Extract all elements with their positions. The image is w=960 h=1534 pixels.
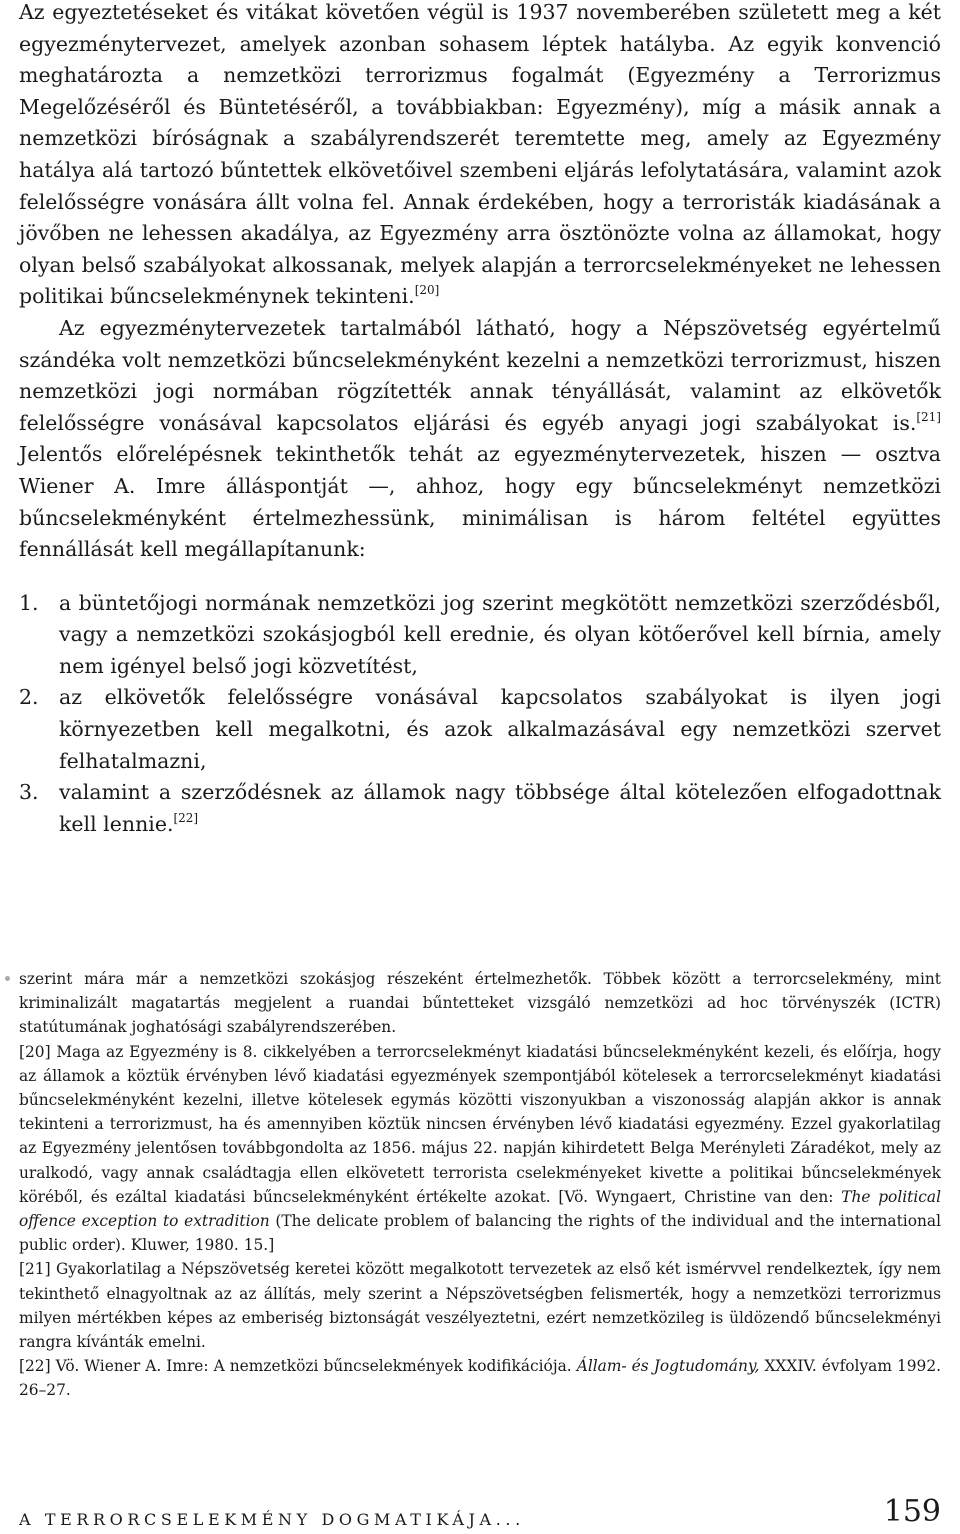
footnote-20-title: The political offence exception to extradition	[19, 1187, 941, 1231]
criteria-list	[19, 588, 941, 841]
footnote-continued: szerint mára már a nemzetközi szokásjog részeként értelmezhetők. Többek között a terrorcselekmény, mint kriminalizált magatartás megjelent a ruandai bűntetteket vizsgáló nemzetközi ad hoc törvényszék (ICTR) statútumának joghatósági szabályrendszerében.	[19, 970, 941, 1037]
paragraph-2-text-a: Az egyezménytervezetek tartalmából látható, hogy a Népszövetség egyértelmű szándéka volt nemzetközi bűncselekményként kezelni a nemzetközi terrorizmust, hiszen nemzetközi jogi normában rögzítették annak tényállását, valamint az elkövetők felelősségre vonásával kapcsolatos eljárási és egyéb anyagi jogi szabályokat is.	[19, 315, 941, 435]
paragraph-1-text: Az egyeztetéseket és vitákat követően végül is 1937 novemberében született meg a két egyezménytervezet, amelyek azonban sohasem léptek hatályba. Az egyik konvenció meghatározta a nemzetközi terrorizmus fogalmát (Egyezmény a Terrorizmus Megelőzéséről és Büntetéséről, a továbbiakban: Egyezmény), míg a másik annak a nemzetközi bíróságnak a szabályrendszerét teremtette meg, amely az Egyezmény hatálya alá tartozó bűntettek elkövetőivel szembeni eljárás lefolytatására, valamint azok felelősségre vonására állt volna fel. Annak érdekében, hogy a terroristák kiadásának a jövőben ne lehessen akadálya, az Egyezmény arra ösztönözte volna az államokat, hogy olyan belső szabályokat alkossanak, melyek alapján a terrorcselekményeket ne lehessen politikai bűncselekménynek tekinteni.	[19, 0, 941, 309]
list-item-number: 2.	[19, 685, 39, 710]
footnote-22	[19, 1354, 941, 1402]
list-item	[19, 588, 941, 683]
footnote-20	[19, 1040, 941, 1258]
list-item-number: 3.	[19, 780, 39, 805]
footnote-22-journal: Állam- és Jogtudomány,	[576, 1357, 760, 1376]
footnotes	[19, 967, 941, 1403]
page-footer	[19, 1494, 941, 1534]
main-text	[19, 0, 941, 840]
footnote-20-text-a: [20] Maga az Egyezmény is 8. cikkelyében a terrorcselekményt kiadatási bűncselekményként kezeli, és előírja, hogy az államok a köztük érvényben lévő kiadatási egyezmények szempontjából kötelesek a terrorcselekményt kiadatási bűncselekményként kezelni, illetve kötelesek egymás közötti viszonyukban a viszonosság alapján akkor is annak tekinteni a terrorizmust, ha és amennyiben köztük nincsen érvényben lévő kiadatási egyezmény. Ezzel gyakorlatilag az Egyezmény jelentősen továbbgondolta az 1856. május 22. napján kihirdetett Belga Merényleti Záradékot, mely az uralkodó, vagy annak családtagja ellen elkövetett terrorista cselekményeket kivette a politikai bűncselekmények köréből, és ezáltal kiadatási bűncselekményként értékelte azokat. [Vö. Wyngaert, Christine van den:	[19, 1042, 941, 1206]
paragraph-2-text-b: Jelentős előrelépésnek tekinthetők tehát az egyezménytervezetek, hiszen — osztva Wiener A. Imre álláspontját —, ahhoz, hogy egy bűncselekményt nemzetközi bűncselekményként értelmezhessünk, minimálisan is három feltétel együttes fennállását kell megállapítanunk:	[19, 442, 941, 562]
list-item-text: valamint a szerződésnek az államok nagy többsége által kötelezően elfogadottnak kell lennie.	[59, 780, 941, 836]
footnote-ref-20[interactable]: [20]	[414, 283, 440, 298]
bullet-icon	[5, 976, 10, 981]
footnote-20-text-b: (The delicate problem of balancing the rights of the individual and the international public order). Kluwer, 1980. 15.]	[19, 1212, 941, 1255]
footnote-22-text-b: XXXIV. évfolyam 1992. 26–27.	[19, 1357, 942, 1400]
running-head: A TERRORCSELEKMÉNY DOGMATIKÁJA...	[19, 1510, 525, 1529]
list-item-text: az elkövetők felelősségre vonásával kapcsolatos szabályokat is ilyen jogi környezetben kell megalkotni, és azok alkalmazásával egy nemzetközi szervet felhatalmazni,	[59, 685, 941, 773]
page-number: 159	[883, 1494, 941, 1529]
list-item-number: 1.	[19, 590, 39, 615]
list-item-text: a büntetőjogi normának nemzetközi jog szerint megkötött nemzetközi szerződésből, vagy a nemzetközi szokásjogból kell erednie, és olyan kötőerővel kell bírnia, amely nem igényel belső jogi közvetítést,	[59, 590, 941, 678]
paragraph-2	[19, 313, 941, 566]
footnote-ref-22[interactable]: [22]	[173, 810, 199, 825]
paragraph-1	[19, 0, 941, 313]
footnote-ref-21[interactable]: [21]	[916, 409, 941, 424]
list-item-text-wrap	[59, 777, 941, 840]
list-item	[19, 777, 941, 840]
footnote-21: [21] Gyakorlatilag a Népszövetség keretei között megalkotott tervezetek az első két ismérvvel rendelkeztek, így nem tekinthető elnagyoltnak az az állítás, mely szerint a Népszövetségben felismerték, hogy a nemzetközi terrorizmus milyen mértékben képes az emberiség biztonságát veszélyeztetni, ezért nemzetközileg is üldözendő bűncselekményi rangra kívánták emelni.	[19, 1260, 941, 1352]
list-item	[19, 682, 941, 777]
footnote-22-text-a: [22] Vö. Wiener A. Imre: A nemzetközi bűncselekmények kodifikációja.	[19, 1357, 577, 1376]
